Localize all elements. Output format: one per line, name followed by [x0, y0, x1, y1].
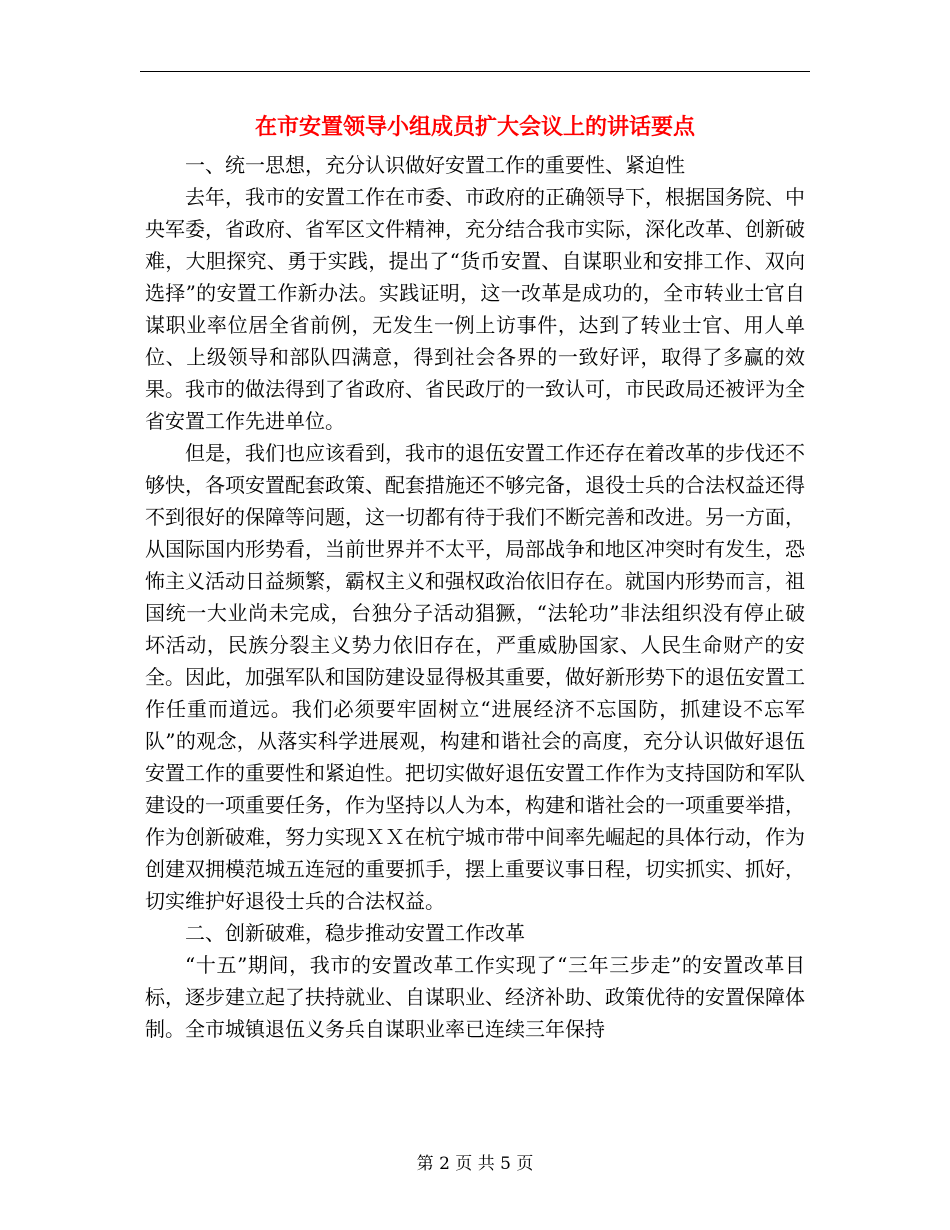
- body-paragraph: 去年，我市的安置工作在市委、市政府的正确领导下，根据国务院、中央军委，省政府、省军区文件精神，充分结合我市实际，深化改革、创新破难，大胆探究、勇于实践，提出了“货币安置、自谋职业和安排工作、双向选择”的安置工作新办法。实践证明，这一改革是成功的，全市转业士官自谋职业率位居全省前例，无发生一例上访事件，达到了转业士官、用人单位、上级领导和部队四满意，得到社会各界的一致好评，取得了多赢的效果。我市的做法得到了省政府、省民政厅的一致认可，市民政局还被评为全省安置工作先进单位。: [145, 185, 805, 433]
- body-paragraph: 但是，我们也应该看到，我市的退伍安置工作还存在着改革的步伐还不够快，各项安置配套政策、配套措施还不够完备，退役士兵的合法权益还得不到很好的保障等问题，这一切都有待于我们不断完善和改进。另一方面，从国际国内形势看，当前世界并不太平，局部战争和地区冲突时有发生，恐怖主义活动日益频繁，霸权主义和强权政治依旧存在。就国内形势而言，祖国统一大业尚未完成，台独分子活动猖獗，“法轮功”非法组织没有停止破坏活动，民族分裂主义势力依旧存在，严重威胁国家、人民生命财产的安全。因此，加强军队和国防建设显得极其重要，做好新形势下的退伍安置工作任重而道远。我们必须要牢固树立“进展经济不忘国防，抓建设不忘军队”的观念，从落实科学进展观，构建和谐社会的高度，充分认识做好退伍安置工作的重要性和紧迫性。把切实做好退伍安置工作作为支持国防和军队建设的一项重要任务，作为坚持以人为本，构建和谐社会的一项重要举措，作为创新破难，努力实现ＸＸ在杭宁城市带中间率先崛起的具体行动，作为创建双拥模范城五连冠的重要抓手，摆上重要议事日程，切实抓实、抓好，切实维护好退役士兵的合法权益。: [145, 441, 805, 913]
- section-heading-2: 二、创新破难，稳步推动安置工作改革: [185, 921, 525, 945]
- section-heading-1: 一、统一思想，充分认识做好安置工作的重要性、紧迫性: [185, 153, 685, 177]
- document-title: 在市安置领导小组成员扩大会议上的讲话要点: [254, 114, 695, 140]
- page-footer: 第 2 页 共 5 页: [416, 1154, 534, 1174]
- document-body: [145, 149, 805, 1045]
- body-paragraph: “十五”期间，我市的安置改革工作实现了“三年三步走”的安置改革目标，逐步建立起了扶持就业、自谋职业、经济补助、政策优待的安置保障体制。全市城镇退伍义务兵自谋职业率已连续三年保持: [145, 953, 805, 1041]
- header-rule: [140, 71, 810, 72]
